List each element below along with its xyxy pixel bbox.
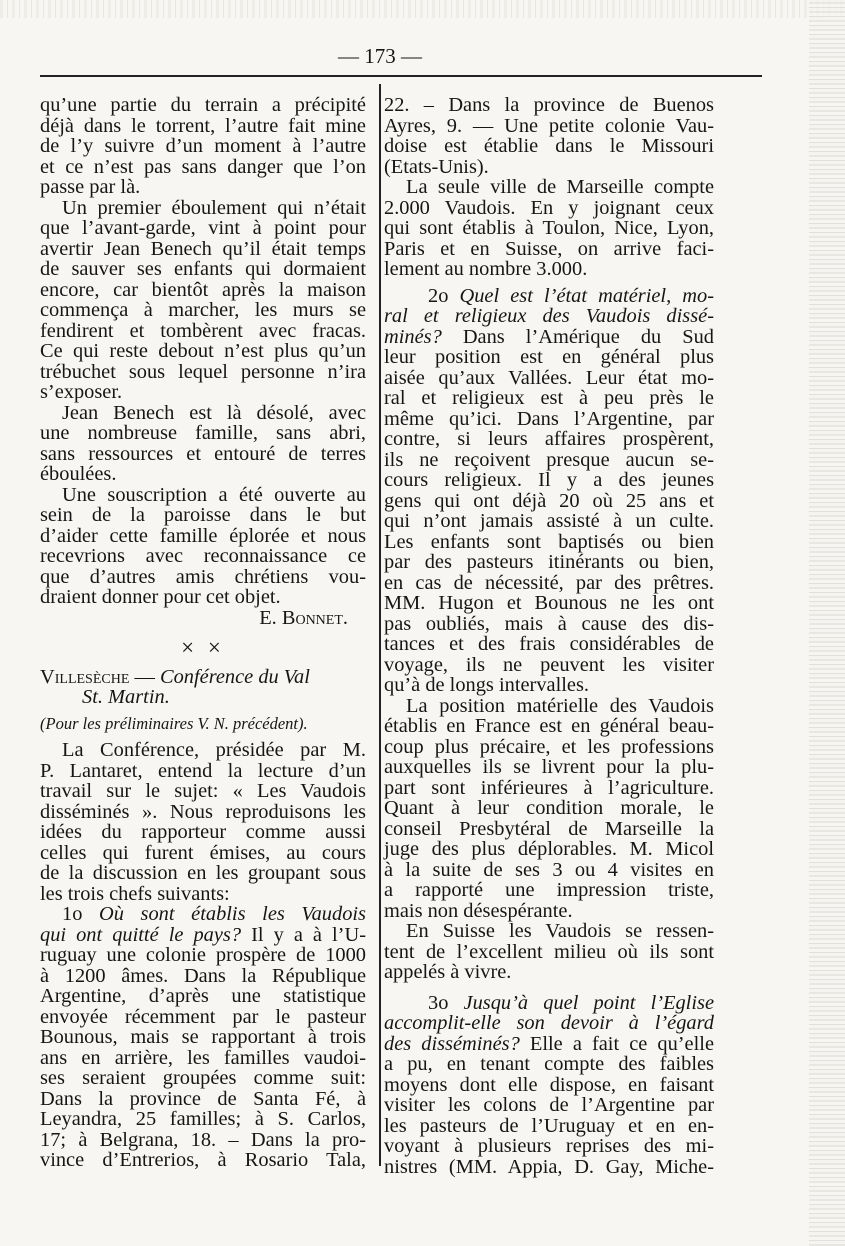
paragraph (40, 95, 366, 198)
text-line: (Etats-Unis). (384, 155, 489, 178)
text-line: trébuchet sous lequel personne n’ira (40, 360, 366, 383)
text-line: de l’y suivre d’un moment à l’autre (40, 135, 366, 157)
text-line: Ayres, 9. — Une petite colonie Vau- (384, 114, 714, 137)
question-number: 2o (428, 284, 449, 307)
question-text: qui ont quitté le pays? (40, 923, 242, 946)
text-line: auxquelles ils se livrent pour la plu- (384, 756, 714, 778)
signature: E. Bonnet. (259, 606, 348, 629)
text-line: voyant à plusieurs reprises des mi- (384, 1135, 714, 1157)
question-line (384, 327, 714, 348)
question-line (40, 904, 366, 925)
text-line: éboulées. (40, 463, 117, 485)
text-line: fendirent et tombèrent avec fracas. (40, 319, 366, 342)
question-line (384, 1013, 714, 1034)
text-line: contre, si leurs affaires prospèrent, (384, 428, 714, 450)
question-text: accomplit-elle son devoir à l’égard (384, 1012, 714, 1034)
text-line: a pu, en tenant compte des faibles (384, 1053, 714, 1075)
text-line: Quant à leur condition morale, le (384, 797, 714, 819)
paragraph (384, 177, 714, 280)
text-line: 17; à Belgrana, 18. – Dans la pro- (40, 1128, 366, 1151)
text-line: tances et des frais considérables de (384, 633, 714, 655)
question-line (384, 1034, 714, 1055)
scan-edge-top (0, 0, 845, 18)
text-line: 2.000 Vaudois. En y joignant ceux (384, 196, 714, 219)
text-line: sans ressources et entouré de terres (40, 442, 366, 465)
text-line: Une souscription a été ouverte au (62, 483, 366, 506)
text-line: même qu’ici. Dans l’Argentine, par (384, 407, 714, 430)
text-line: vince d’Entrerios, à Rosario Tala, (40, 1149, 366, 1171)
text-line: La position matérielle des Vaudois (406, 694, 714, 717)
section-heading (40, 667, 366, 688)
text-line: disséminés ». Nous reproduisons les (40, 800, 366, 823)
heading-title-continued: St. Martin. (82, 686, 170, 708)
text-line: visiter les colons de l’Argentine par (384, 1094, 714, 1116)
text-line: MM. Hugon et Bounous ne les ont (384, 592, 714, 614)
text-run: Dans l’Amérique du Sud (441, 325, 714, 348)
text-line: en cas de nécessité, par des prêtres. (384, 571, 714, 594)
text-line: les trois chefs suivants: (40, 882, 230, 905)
paragraph (384, 921, 714, 983)
text-line: qui sont établis à Toulon, Nice, Lyon, (384, 217, 714, 239)
text-line: En Suisse les Vaudois se ressen- (406, 920, 714, 942)
text-line: mais non désespérante. (384, 899, 573, 922)
text-line: celles qui furent émises, au cours (40, 841, 366, 864)
text-line: que d’autres amis chrétiens vou- (40, 565, 366, 588)
text-line: par des pasteurs itinérants ou bien, (384, 551, 714, 573)
question-line (384, 286, 714, 307)
question-text: Quel est l’état matériel, mo- (459, 284, 714, 307)
text-line: Un premier éboulement qui n’était (62, 196, 366, 219)
text-line: 22. – Dans la province de Buenos (384, 94, 714, 116)
text-line: Dans la province de Santa Fé, à (40, 1087, 366, 1110)
text-run: Il y a à l’U- (241, 923, 366, 946)
paragraph (40, 904, 366, 1171)
text-line: Paris et en Suisse, on arrive faci- (384, 237, 714, 260)
question-text: des disséminés? (384, 1032, 520, 1055)
text-line: qu’à de longs intervalles. (384, 674, 589, 696)
text-line: gens qui ont déjà 20 où 25 ans et (384, 489, 714, 512)
text-line: passe par là. (40, 176, 141, 198)
text-line: ses seraient groupées comme suit: (40, 1067, 366, 1089)
text-line: encore, car bientôt après la maison (40, 278, 366, 301)
text-line: cours religieux. Il y a des jeunes (384, 469, 714, 491)
text-line: voyage, ils ne peuvent les visiter (384, 653, 714, 676)
text-line: Argentine, d’après une statistique (40, 985, 366, 1007)
text-line: idées du rapporteur comme aussi (40, 821, 366, 843)
text-line: qu’une partie du terrain a précipité (40, 94, 366, 116)
text-run: Elle a fait ce qu’elle (519, 1032, 714, 1055)
text-line: nistres (MM. Appia, D. Gay, Miche- (384, 1155, 714, 1178)
text-line: Ce qui reste debout n’est plus qu’un (40, 340, 366, 362)
heading-place: Villesèche (40, 665, 130, 688)
question-text: Où sont établis les Vaudois (99, 903, 366, 925)
text-line: recevrions avec reconnaissance ce (40, 545, 366, 567)
question-text: ral et religieux des Vaudois dissé- (384, 305, 714, 327)
text-line: et ce n’est pas sans danger que l’on (40, 155, 366, 178)
text-line: lement au nombre 3.000. (384, 258, 588, 280)
text-line: Jean Benech est là désolé, avec (62, 401, 366, 424)
text-line: juge des plus déplorables. M. Micol (384, 838, 714, 860)
question-line (384, 993, 714, 1014)
text-line: P. Lantaret, entend la lecture d’un (40, 759, 366, 782)
text-line: draient donner pour cet objet. (40, 586, 281, 608)
text-line: sein de la paroisse dans le but (40, 504, 366, 526)
paragraph (384, 993, 714, 1178)
paragraph (40, 403, 366, 485)
text-line: ruguay une colonie prospère de 1000 (40, 944, 366, 966)
question-text: minés? (384, 325, 442, 348)
text-line: de la discussion en les groupant sous (40, 862, 366, 884)
heading-dash: — (129, 665, 160, 688)
text-line: que l’avant-garde, vint à point pour (40, 217, 366, 239)
text-line: doise est établie dans le Missouri (384, 135, 714, 157)
paragraph (40, 198, 366, 403)
text-line: à la suite de ses 3 ou 4 visites en (384, 858, 714, 881)
text-line: établis en France est en général beau- (384, 715, 714, 737)
text-line: La seule ville de Marseille compte (406, 176, 714, 198)
text-line: part sont inférieures à l’agriculture. (384, 776, 714, 799)
question-text: Jusqu’à quel point l’Eglise (463, 991, 714, 1014)
text-line: travail sur le sujet: « Les Vaudois (40, 780, 366, 802)
text-line: ral et religieux est à peu près le (384, 387, 714, 409)
paragraph (384, 696, 714, 922)
heading-title: Conférence du Val (159, 665, 310, 688)
text-line: une nombreuse famille, sans abri, (40, 422, 366, 444)
section-separator: × × (181, 635, 225, 660)
text-line: les pasteurs de l’Uruguay et en en- (384, 1114, 714, 1137)
paragraph (40, 740, 366, 904)
text-line: Les enfants sont baptisés ou bien (384, 530, 714, 553)
heading-note: (Pour les préliminaires V. N. précédent). (40, 713, 308, 733)
paragraph (384, 286, 714, 696)
question-line (40, 925, 366, 946)
question-number: 1o (62, 903, 83, 925)
text-line: leur position est en général plus (384, 346, 714, 368)
text-line: de sauver ses enfants qui dormaient (40, 258, 366, 280)
header-rule (40, 75, 762, 77)
text-line: pas oubliés, mais à cause des dis- (384, 612, 714, 635)
text-line: commença à marcher, les murs se (40, 299, 366, 321)
text-line: envoyée récemment par le pasteur (40, 1005, 366, 1028)
text-line: d’aider cette famille éplorée et nous (40, 524, 366, 547)
question-number: 3o (428, 991, 449, 1014)
text-line: s’exposer. (40, 381, 123, 403)
right-column (384, 95, 714, 1177)
text-line: à 1200 âmes. Dans la République (40, 964, 366, 987)
text-line: Bounous, mais se rapportant à trois (40, 1026, 366, 1048)
text-line: tent de l’excellent milieu où ils sont (384, 940, 714, 963)
scan-edge-right (809, 0, 845, 1246)
column-divider (379, 84, 381, 1166)
left-column (40, 95, 366, 1171)
page-number: — 173 — (338, 44, 422, 68)
paragraph (40, 485, 366, 608)
text-line: a rapporté une impression triste, (384, 879, 714, 901)
text-line: appelés à vivre. (384, 961, 512, 983)
text-line: moyens dont elle dispose, en faisant (384, 1073, 714, 1096)
text-line: avertir Jean Benech qu’il était temps (40, 237, 366, 260)
question-line (384, 306, 714, 327)
text-line: déjà dans le torrent, l’autre fait mine (40, 114, 366, 137)
text-line: La Conférence, présidée par M. (62, 739, 366, 761)
text-line: coup plus précaire, et les professions (384, 735, 714, 758)
text-line: qui n’ont jamais assisté à un culte. (384, 510, 714, 532)
text-line: conseil Presbytéral de Marseille la (384, 817, 714, 840)
text-line: aisée qu’aux Vallées. Leur état mo- (384, 366, 714, 389)
paragraph (384, 95, 714, 177)
text-line: ils ne reçoivent presque aucun se- (384, 448, 714, 471)
text-line: ans en arrière, les familles vaudoi- (40, 1046, 366, 1069)
text-line: Leyandra, 25 familles; à S. Carlos, (40, 1108, 366, 1130)
